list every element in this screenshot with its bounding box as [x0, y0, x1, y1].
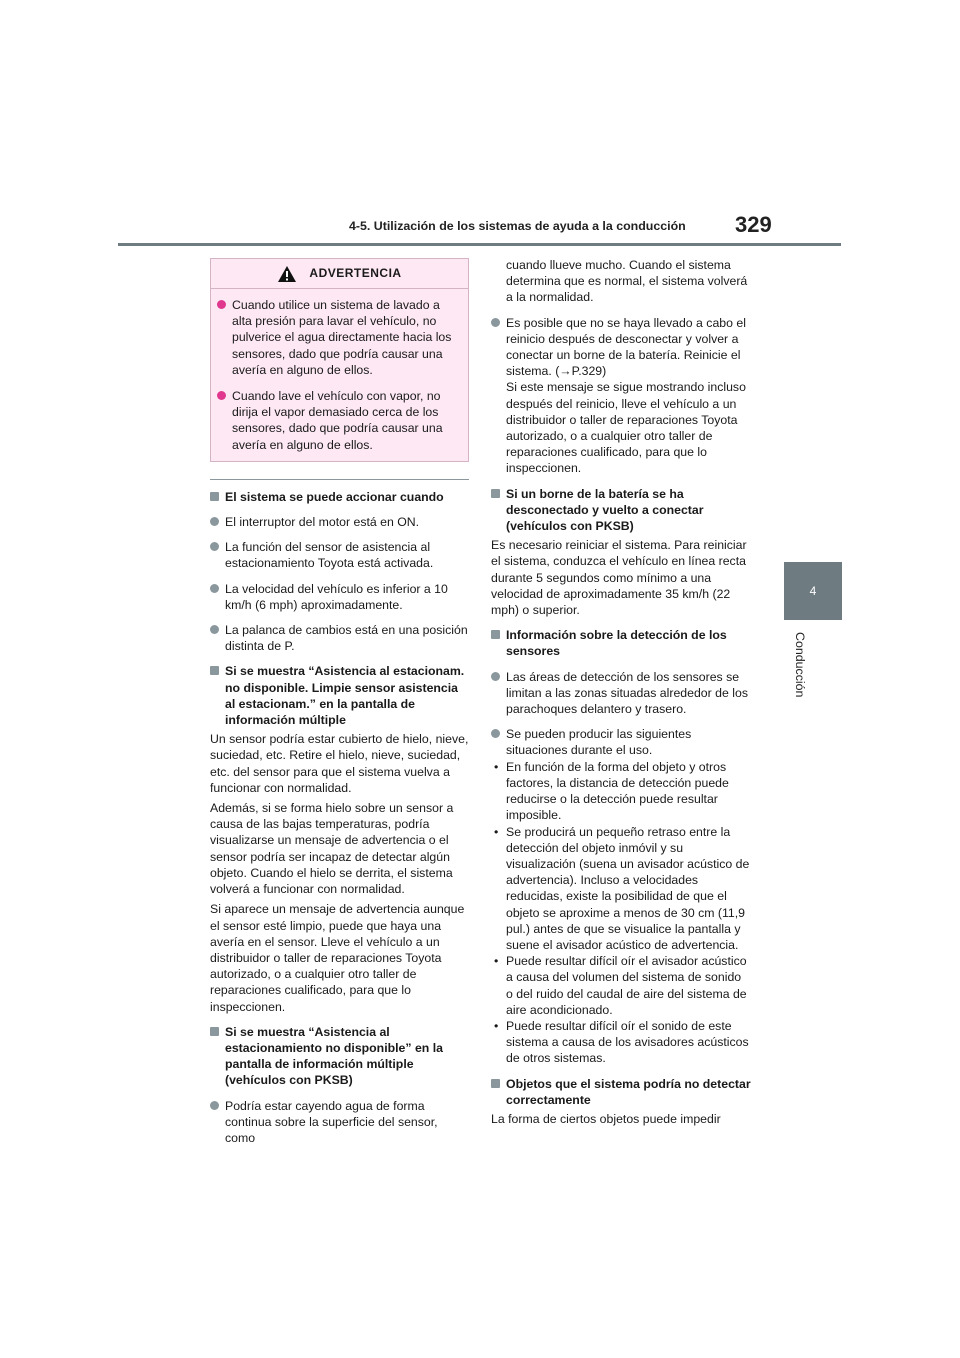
section-heading: Objetos que el sistema podría no detectar correctamente — [491, 1076, 751, 1108]
warning-text: Cuando lave el vehículo con vapor, no dirija el vapor demasiado cerca de los sensores, dado que podría causar una avería en alguno de ellos. — [232, 389, 443, 452]
list-item — [491, 315, 751, 477]
item-text-more: Si este mensaje se sigue mostrando incluso después del reinicio, lleve el vehículo a un distribuidor o taller de reparaciones Toyota autorizado, o a cualquier otro taller de reparaciones cualificado, para que lo inspeccionen. — [506, 380, 746, 476]
bullet-icon — [491, 729, 500, 738]
warning-body — [211, 289, 468, 453]
dash-item: • Se producirá un pequeño retraso entre la detección del objeto inmóvil y su visualización (suena un avisador acústico de advertencia). Incluso a velocidades reducidas, existe la posibilidad de que el objeto se aproxime a menos de 30 cm (11,9 pul.) antes de que se visualice la pantalla y suene el avisador acústico de advertencia. — [494, 824, 750, 952]
paragraph: Es necesario reiniciar el sistema. Para reiniciar el sistema, conduzca el vehículo en línea recta durante 5 segundos como mínimo a una velocidad de aproximadamente 35 km/h (22 mph) o superior. — [491, 538, 747, 618]
list-item: Podría estar cayendo agua de forma continua sobre la superficie del sensor, como — [210, 1098, 469, 1147]
left-column — [210, 258, 469, 1146]
item-text: Es posible que no se haya llevado a cabo el reinicio después de desconectar y volver a conectar un borne de la batería. Reinicie el sistema. (→P.329) — [506, 315, 746, 379]
bullet-icon — [210, 517, 219, 526]
warning-text: Cuando utilice un sistema de lavado a alta presión para lavar el vehículo, no pulverice el agua directamente hacia los sensores, dado que podría causar una avería en alguno de ellos. — [232, 298, 452, 377]
warning-title: ADVERTENCIA — [309, 266, 402, 281]
warning-header — [211, 259, 468, 289]
paragraph: Si aparece un mensaje de advertencia aunque el sensor esté limpio, puede que haya una avería en el sensor. Lleve el vehículo a un distribuidor o taller de reparaciones Toyota autorizado, o a cualquier otro taller de reparaciones cualificado, para que lo inspeccionen. — [210, 902, 465, 1014]
dash-item: • En función de la forma del objeto y otros factores, la distancia de detección puede reducirse o la detección puede resultar imposible. — [494, 759, 729, 823]
right-column — [491, 257, 751, 1127]
paragraph: La forma de ciertos objetos puede impedir — [491, 1111, 721, 1126]
chapter-tab: 4 — [784, 562, 842, 620]
bullet-icon — [491, 318, 500, 327]
square-bullet-icon — [491, 489, 500, 498]
square-bullet-icon — [491, 1079, 500, 1088]
continued-text: cuando llueve mucho. Cuando el sistema determina que es normal, el sistema volverá a la normalidad. — [506, 258, 748, 305]
section-title: 4-5. Utilización de los sistemas de ayuda a la conducción — [349, 219, 686, 233]
paragraph: Además, si se forma hielo sobre un sensor a causa de las bajas temperaturas, podría visualizarse un mensaje de advertencia o el sensor podría ser incapaz de detectar algún objeto. Cuando el hielo se derrita, el sistema volverá a funcionar con normalidad. — [210, 801, 454, 897]
bullet-icon — [210, 584, 219, 593]
list-item: El interruptor del motor está en ON. — [210, 514, 469, 530]
square-bullet-icon — [210, 492, 219, 501]
list-item: La función del sensor de asistencia al estacionamiento Toyota está activada. — [210, 539, 469, 571]
bullet-icon — [210, 542, 219, 551]
header-rule — [118, 243, 841, 246]
bullet-icon — [210, 625, 219, 634]
section-divider — [210, 479, 469, 480]
section-heading: Si se muestra “Asistencia al estacionamiento no disponible” en la pantalla de información múltiple (vehículos con PKSB) — [210, 1024, 469, 1089]
section-heading: Si se muestra “Asistencia al estacionam. no disponible. Limpie sensor asistencia al estacionam.” en la pantalla de información múltiple — [210, 663, 469, 728]
section-heading: Si un borne de la batería se ha desconectado y vuelto a conectar (vehículos con PKSB) — [491, 486, 751, 535]
warning-triangle-icon — [277, 265, 297, 283]
list-item: Se pueden producir las siguientes situaciones durante el uso. — [491, 726, 751, 758]
page-number: 329 — [735, 212, 772, 237]
bullet-icon — [217, 300, 226, 309]
dash-item: • Puede resultar difícil oír el avisador acústico a causa del volumen del sistema de sonido o del ruido del caudal de aire del sistema de aire acondicionado. — [494, 954, 747, 1017]
bullet-icon — [491, 672, 500, 681]
list-item: Las áreas de detección de los sensores se limitan a las zonas situadas alrededor de los parachoques delantero y trasero. — [491, 669, 751, 718]
list-item: La velocidad del vehículo es inferior a 10 km/h (6 mph) aproximadamente. — [210, 581, 469, 613]
chapter-label: Conducción — [793, 632, 807, 698]
paragraph: Un sensor podría estar cubierto de hielo, nieve, suciedad, etc. Retire el hielo, nieve, suciedad, etc. del sensor para que el sistema vuelva a funcionar con normalidad. — [210, 732, 469, 795]
square-bullet-icon — [491, 630, 500, 639]
section-heading: El sistema se puede accionar cuando — [210, 489, 469, 505]
section-heading: Información sobre la detección de los sensores — [491, 627, 751, 659]
square-bullet-icon — [210, 1027, 219, 1036]
warning-item — [217, 297, 460, 378]
list-item: La palanca de cambios está en una posición distinta de P. — [210, 622, 469, 654]
square-bullet-icon — [210, 666, 219, 675]
dash-item: • Puede resultar difícil oír el sonido de este sistema a causa de los avisadores acústicos de otros sistemas. — [494, 1018, 749, 1066]
bullet-icon — [217, 391, 226, 400]
warning-box — [210, 258, 469, 462]
bullet-icon — [210, 1101, 219, 1110]
warning-item — [217, 388, 460, 453]
